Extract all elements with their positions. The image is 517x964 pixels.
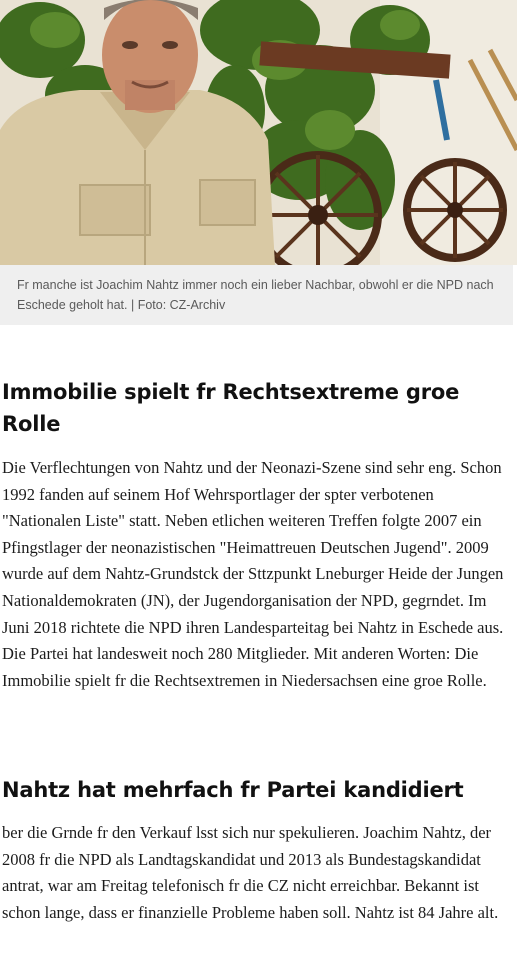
photo-caption-box [0, 265, 513, 325]
photo-caption: Fr manche ist Joachim Nahtz immer noch ein lieber Nachbar, obwohl er die NPD nach Eschede geholt hat. | Foto: CZ-Archiv [17, 278, 494, 312]
photo-illustration [0, 0, 517, 265]
section-paragraph-1: Die Verflechtungen von Nahtz und der Neonazi-Szene sind sehr eng. Schon 1992 fanden auf seinem Hof Wehrsportlager der spter verbotenen "Nationalen Liste" statt. Neben etlichen weiteren Treffen folgte 2007 ein Pfingstlager der neonazistischen "Heimattreuen Deutschen Jugend". 2009 wurde auf dem Nahtz-Grundstck der Sttzpunkt Lneburger Heide der Jungen Nationaldemokraten (JN), der Jugendorganisation der NPD, gegrndet. Im Juni 2018 richtete die NPD ihren Landesparteitag bei Nahtz in Eschede aus. Die Partei hat landesweit noch 280 Mitglieder. Mit anderen Worten: Die Immobilie spielt fr die Rechtsextremen in Niedersachsen eine groe Rolle. [2, 458, 504, 690]
section-heading-1: Immobilie spielt fr Rechtsextreme groe Rolle [2, 380, 460, 436]
section-paragraph-2: ber die Grnde fr den Verkauf lsst sich nur spekulieren. Joachim Nahtz, der 2008 fr die NPD als Landtagskandidat und 2013 als Bundestagskandidat antrat, war am Freitag telefonisch fr die CZ nicht erreichbar. Bekannt ist schon lange, dass er finanzielle Probleme haben soll. Nahtz ist 84 Jahre alt. [2, 823, 499, 922]
section-heading-2: Nahtz hat mehrfach fr Partei kandidiert [2, 778, 464, 802]
article-photo [0, 0, 517, 265]
